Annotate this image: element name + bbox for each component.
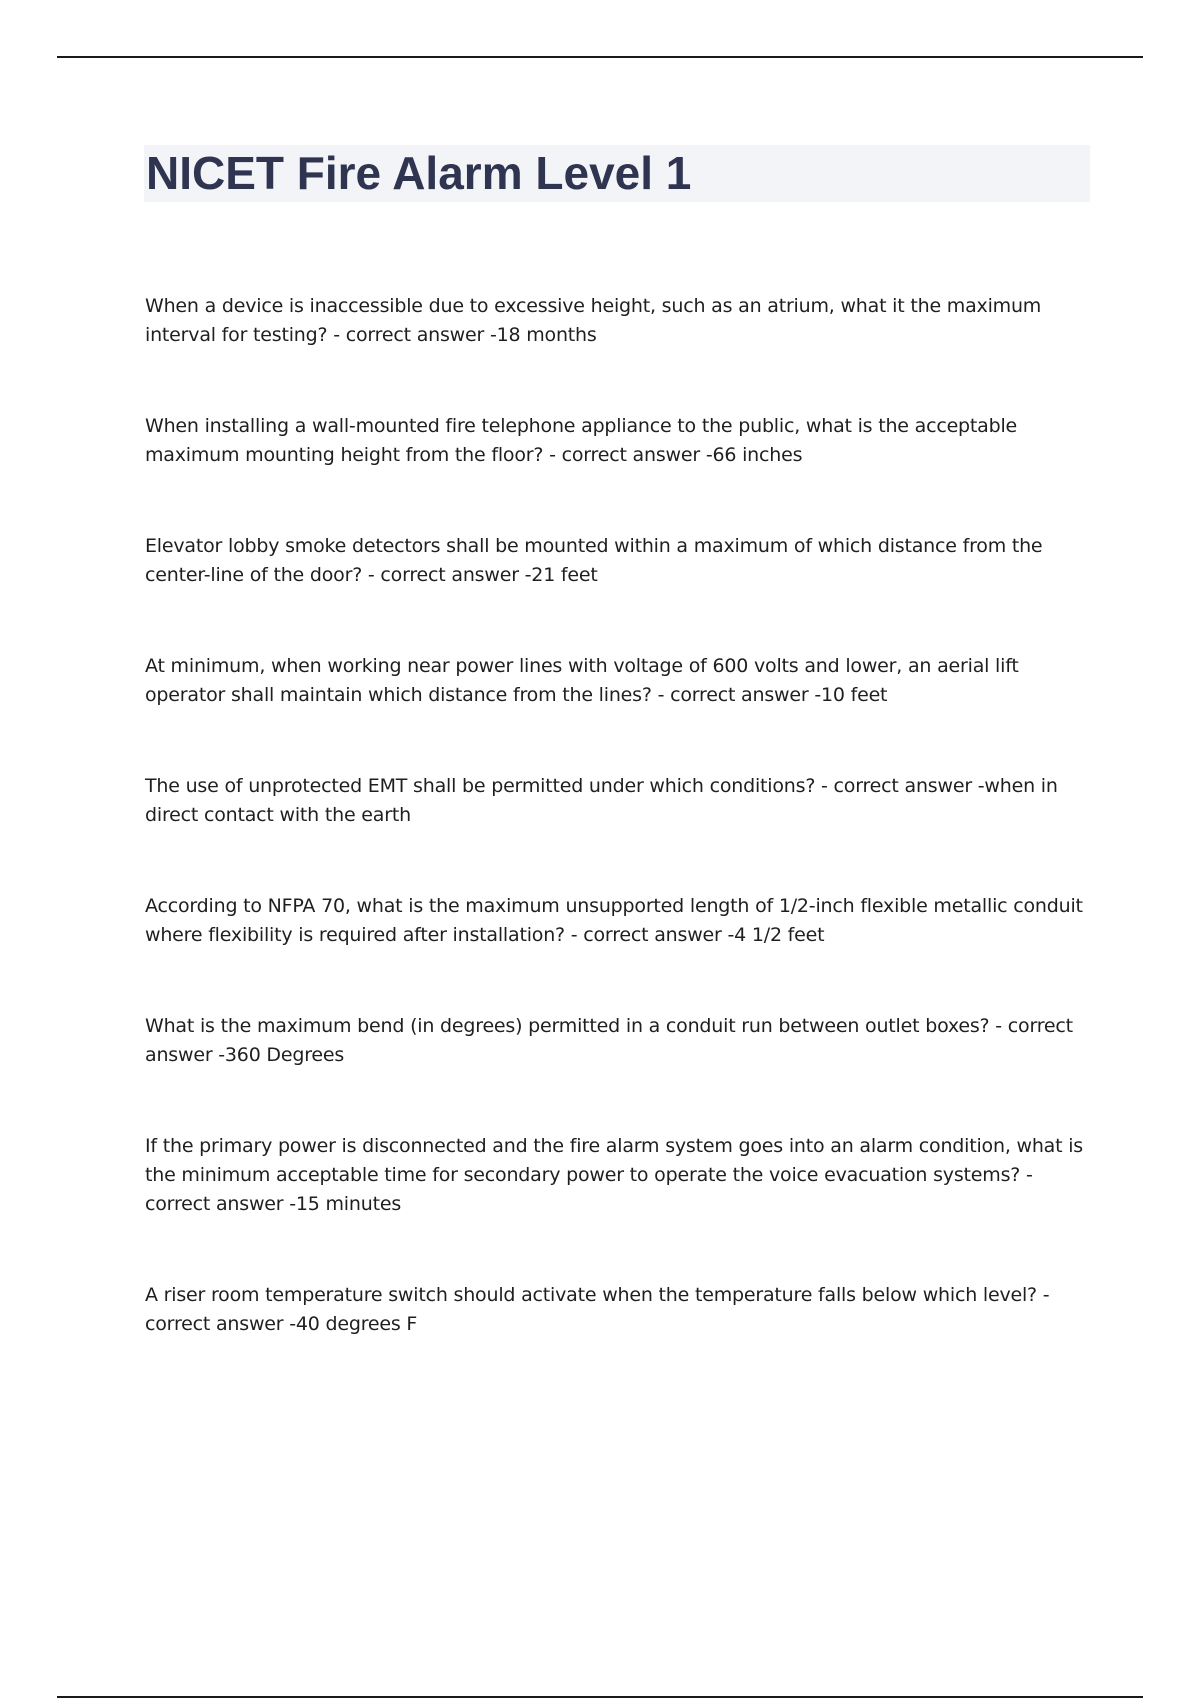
question-item-3: Elevator lobby smoke detectors shall be mounted within a maximum of which distance from the center-line of the door? - correct answer -21 feet bbox=[145, 535, 1043, 586]
question-item-8: If the primary power is disconnected and the fire alarm system goes into an alarm condition, what is the minimum acceptable time for secondary power to operate the voice evacuation systems? - correct answer -15 minutes bbox=[145, 1135, 1083, 1215]
question-item-5: The use of unprotected EMT shall be permitted under which conditions? - correct answer -when in direct contact with the earth bbox=[145, 775, 1058, 826]
question-list bbox=[145, 292, 1090, 1339]
top-rule bbox=[57, 56, 1143, 58]
question-item-6: According to NFPA 70, what is the maximum unsupported length of 1/2-inch flexible metallic conduit where flexibility is required after installation? - correct answer -4 1/2 feet bbox=[145, 895, 1083, 946]
question-item-7: What is the maximum bend (in degrees) permitted in a conduit run between outlet boxes? - correct answer -360 Degrees bbox=[145, 1015, 1073, 1066]
question-item-1: When a device is inaccessible due to excessive height, such as an atrium, what it the maximum interval for testing? - correct answer -18 months bbox=[145, 295, 1042, 346]
page-title: NICET Fire Alarm Level 1 bbox=[146, 147, 692, 199]
question-item-9: A riser room temperature switch should activate when the temperature falls below which level? - correct answer -40 degrees F bbox=[145, 1284, 1050, 1335]
bottom-rule bbox=[57, 1696, 1143, 1698]
question-item-2: When installing a wall-mounted fire telephone appliance to the public, what is the acceptable maximum mounting height from the floor? - correct answer -66 inches bbox=[145, 415, 1018, 466]
question-item-4: At minimum, when working near power lines with voltage of 600 volts and lower, an aerial lift operator shall maintain which distance from the lines? - correct answer -10 feet bbox=[145, 655, 1019, 706]
